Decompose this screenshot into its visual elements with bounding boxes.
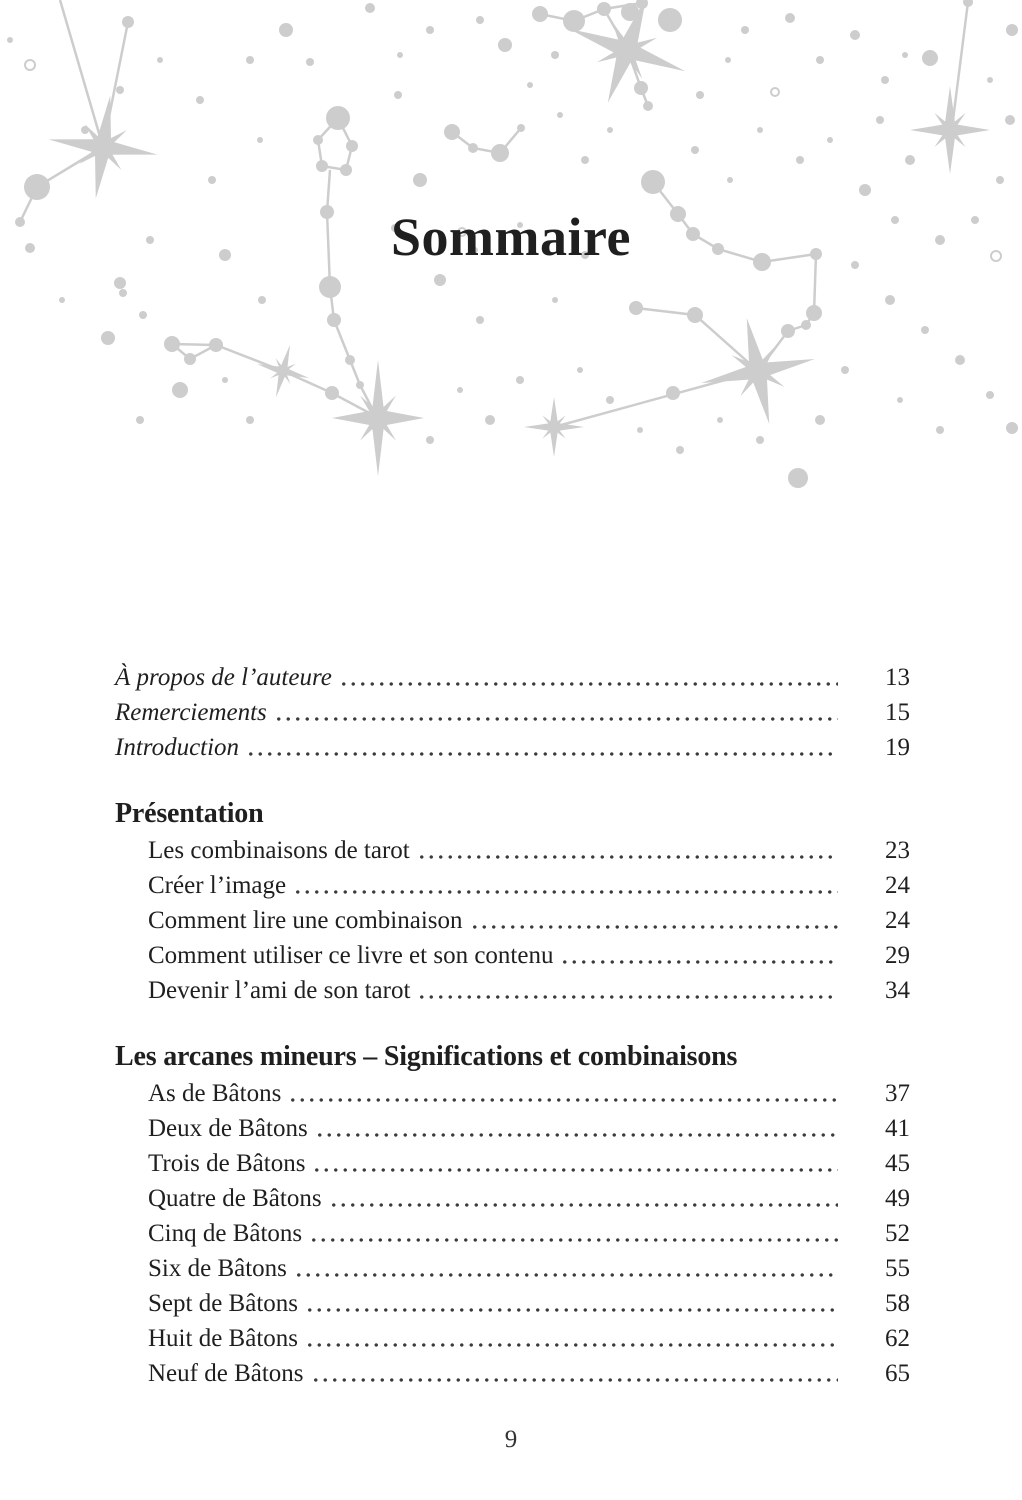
dot-leader: [309, 1216, 838, 1251]
toc-entry-label: Sept de Bâtons: [148, 1290, 298, 1317]
dot-leader: [417, 973, 838, 1008]
toc-entry-label: Devenir l’ami de son tarot: [148, 977, 411, 1004]
toc-section-heading: Les arcanes mineurs – Significations et combinaisons: [115, 1041, 738, 1072]
toc-entry-page: 13: [885, 664, 910, 691]
toc-entry-label: Introduction: [115, 734, 240, 761]
dot-leader: [311, 1356, 838, 1391]
toc-entry: [115, 1181, 910, 1216]
dot-leader: [560, 938, 838, 973]
toc-entry-label: As de Bâtons: [148, 1080, 282, 1107]
toc-entry-label: Trois de Bâtons: [148, 1150, 306, 1177]
toc-entry: [115, 1076, 910, 1111]
toc-entry: [115, 730, 910, 765]
dot-leader: [315, 1111, 838, 1146]
toc-section-heading: Présentation: [115, 798, 264, 829]
toc-entry: [115, 1251, 910, 1286]
toc-entry: [115, 1216, 910, 1251]
toc-entry: [115, 1111, 910, 1146]
toc-entry-label: Huit de Bâtons: [148, 1325, 298, 1352]
toc-entry-label: Comment utiliser ce livre et son contenu: [148, 942, 554, 969]
dot-leader: [329, 1181, 838, 1216]
dot-leader: [305, 1286, 838, 1321]
toc-entry-page: 52: [885, 1220, 910, 1247]
page-title: Sommaire: [391, 207, 631, 267]
table-of-contents: [115, 660, 910, 1391]
toc-entry-page: 45: [885, 1150, 910, 1177]
dot-leader: [293, 868, 838, 903]
toc-entry-label: Remerciements: [115, 699, 267, 726]
dot-leader: [339, 660, 838, 695]
toc-entry-label: Comment lire une combinaison: [148, 907, 463, 934]
toc-entry-label: Neuf de Bâtons: [148, 1360, 304, 1387]
dot-leader: [417, 833, 838, 868]
toc-front-matter: [115, 660, 910, 765]
toc-entry-page: 37: [885, 1080, 910, 1107]
toc-entry: [115, 1286, 910, 1321]
toc-entry-page: 24: [885, 872, 910, 899]
toc-entry-label: Quatre de Bâtons: [148, 1185, 322, 1212]
toc-entry-label: Six de Bâtons: [148, 1255, 287, 1282]
toc-entry-page: 49: [885, 1185, 910, 1212]
toc-entry-page: 58: [885, 1290, 910, 1317]
toc-entry-page: 65: [885, 1360, 910, 1387]
dot-leader: [294, 1251, 838, 1286]
toc-entry: [115, 660, 910, 695]
toc-entry-page: 24: [885, 907, 910, 934]
toc-entry: [115, 1356, 910, 1391]
toc-entry: [115, 903, 910, 938]
toc-entry: [115, 1146, 910, 1181]
toc-entry-page: 41: [885, 1115, 910, 1142]
page-number: 9: [504, 1426, 518, 1453]
toc-entry-label: Créer l’image: [148, 872, 287, 899]
dot-leader: [470, 903, 838, 938]
toc-entry-page: 55: [885, 1255, 910, 1282]
toc-entry-label: Deux de Bâtons: [148, 1115, 308, 1142]
toc-entry-page: 15: [885, 699, 910, 726]
toc-entry-page: 19: [885, 734, 910, 761]
toc-entry: [115, 868, 910, 903]
toc-entry-page: 29: [885, 942, 910, 969]
dot-leader: [246, 730, 838, 765]
dot-leader: [288, 1076, 838, 1111]
toc-entry: [115, 973, 910, 1008]
toc-entry-page: 62: [885, 1325, 910, 1352]
toc-entry: [115, 938, 910, 973]
dot-leader: [274, 695, 838, 730]
toc-entry-page: 34: [885, 977, 910, 1004]
toc-entry-label: À propos de l’auteure: [115, 664, 332, 691]
toc-entry: [115, 1321, 910, 1356]
toc-entry: [115, 695, 910, 730]
toc-entry-page: 23: [885, 837, 910, 864]
toc-entry: [115, 833, 910, 868]
toc-entry-label: Cinq de Bâtons: [148, 1220, 303, 1247]
toc-entry-label: Les combinaisons de tarot: [148, 837, 410, 864]
dot-leader: [305, 1321, 838, 1356]
toc-sections: [115, 795, 910, 1391]
dot-leader: [312, 1146, 838, 1181]
